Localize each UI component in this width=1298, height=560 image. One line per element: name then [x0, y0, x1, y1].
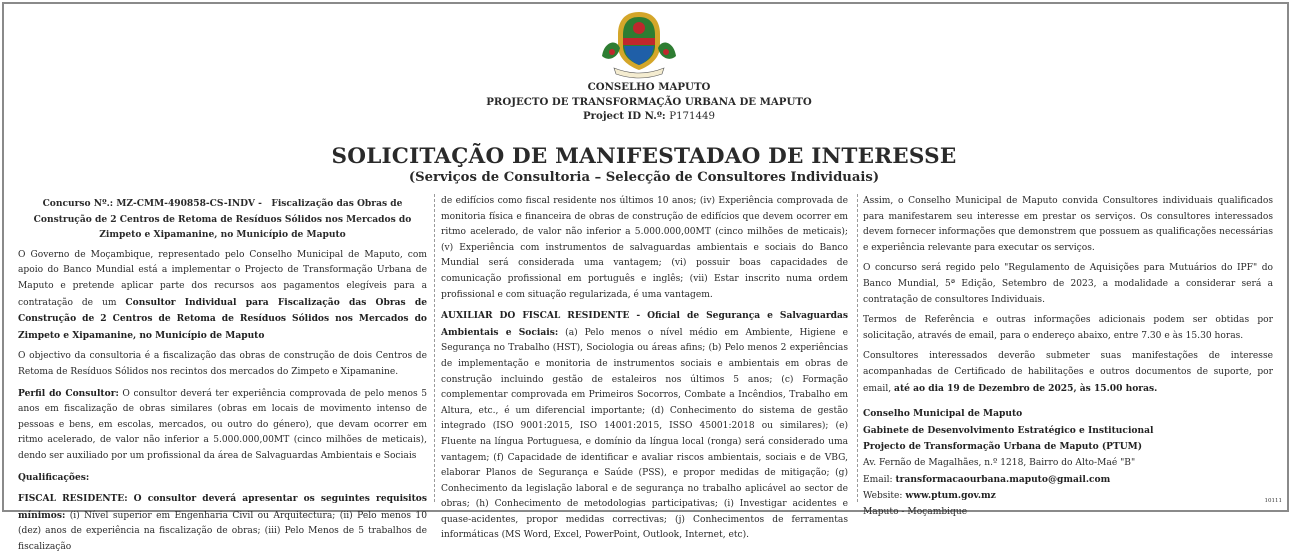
column-1	[18, 196, 427, 560]
website-label: Website:	[863, 491, 903, 502]
regulation-paragraph: O concurso será regido pelo "Regulamento de Aquisições para Mutuários do IPF" do Banco Mundial, 5ª Edição, Setembro de 2023, a modalidade a considerar será a contratação de consultores Individuais.	[863, 263, 1273, 305]
ad-code: 10111	[1264, 498, 1282, 504]
project-id	[0, 109, 1298, 124]
page-subtitle: (Serviços de Consultoria – Selecção de Consultores Individuais)	[408, 170, 880, 185]
contact-address: Av. Fernão de Magalhães, n.º 1218, Bairro do Alto-Maé "B"	[863, 457, 1136, 468]
invitation-paragraph: Assim, o Conselho Municipal de Maputo convida Consultores individuais qualificados para manifestarem seu interesse em prestar os serviços. Os consultores interessados devem fornecer informações que demonstrem que possuem as qualificações necessárias e experiência relevante para executar os serviços.	[863, 196, 1273, 253]
profile-paragraph	[18, 386, 427, 465]
concurso-number: Concurso Nº.: MZ-CMM-490858-CS-INDV -	[42, 198, 262, 209]
website-link[interactable]: www.ptum.gov.mz	[905, 490, 996, 502]
submission-text: Consultores interessados deverão submeter suas manifestações de interesse acompanhadas de Certificado de habilitações e outros documentos de suporte, por email,	[863, 351, 1273, 394]
intro-bold: Consultor Individual para Fiscalização das Obras de Construção de 2 Centros de Retoma de Resíduos Sólidos nos Mercados do Zimpeto e Xipamanine, no Município de Maputo	[18, 296, 427, 341]
submission-paragraph	[863, 349, 1273, 397]
column-2	[441, 194, 848, 549]
contact-org: Conselho Municipal de Maputo	[863, 408, 1023, 420]
concurso-heading	[18, 196, 427, 243]
intro-text: O Governo de Moçambique, representado pelo Conselho Municipal de Maputo, com apoio do Banco Mundial está a implementar o Projecto de Transformação Urbana de Maputo e pretende aplicar parte dos recursos aos pagamentos elegíveis para a contratação de um	[18, 249, 427, 308]
fiscal-paragraph	[18, 491, 427, 555]
municipal-emblem-logo	[594, 8, 684, 80]
contact-city: Maputo - Moçambique	[863, 506, 968, 517]
profile-label: Perfil do Consultor:	[18, 387, 119, 399]
fiscal-continued: de edifícios como fiscal residente nos últimos 10 anos; (iv) Experiência comprovada de monitoria física e financeira de obras de construção de edifícios que devem ocorrer em ritmo acelerado, de valor não inferior a 5.000.000,00MT (cinco milhões de meticais); (v) Experiência com instrumentos de salvaguardas ambientais e sociais do Banco Mundial será considerada uma vantagem; (vi) possuir boas capacidades de comunicação profissional em português e inglês; (vii) Estar inscrito numa ordem profissional e com situação regularizada, é uma vantagem.	[441, 196, 848, 300]
project-name: PROJECTO DE TRANSFORMAÇÃO URBANA DE MAPUTO	[486, 96, 812, 108]
email-link[interactable]: transformacaourbana.maputo@gmail.com	[895, 473, 1111, 485]
org-name: CONSELHO MAPUTO	[587, 81, 711, 93]
contact-project: Projecto de Transformação Urbana de Maputo (PTUM)	[863, 441, 1143, 453]
concurso-title: Fiscalização das Obras de Construção de 2 Centros de Retoma de Resíduos Sólidos nos Mercados do Zimpeto e Xipamanine, no Município de Maputo	[33, 198, 412, 241]
project-id-value: P171449	[669, 111, 715, 122]
column-divider	[857, 194, 858, 502]
column-divider	[434, 194, 435, 502]
auxiliar-paragraph	[441, 308, 848, 544]
email-label: Email:	[863, 474, 893, 485]
tor-paragraph: Termos de Referência e outras informações adicionais podem ser obtidas por solicitação, através de email, para o endereço abaixo, entre 7.30 e às 15.30 horas.	[863, 315, 1273, 341]
contact-block	[863, 406, 1273, 520]
project-id-label: Project ID N.º:	[583, 110, 666, 122]
fiscal-text: (i) Nível superior em Engenharia Civil ou Arquitectura; (ii) Pelo menos 10 (dez) anos de experiência na fiscalização de obras; (iii) Pelo Menos de 5 trabalhos de fiscalização	[18, 510, 427, 552]
objective-paragraph: O objectivo da consultoria é a fiscalização das obras de construção de dois Centros de Retoma de Resíduos Sólidos nos recintos dos mercados do Zimpeto e Xipamanine.	[18, 351, 427, 377]
qualifications-heading	[18, 470, 427, 487]
contact-office: Gabinete de Desenvolvimento Estratégico e Institucional	[863, 424, 1154, 436]
intro-paragraph	[18, 248, 427, 345]
page-title: SOLICITAÇÃO DE MANIFESTADAO DE INTERESSE	[331, 144, 957, 169]
auxiliar-text: (a) Pelo menos o nível médio em Ambiente, Higiene e Segurança no Trabalho (HST), Sociologia ou áreas afins; (b) Pelo menos 2 experiências de implementação e monitoria de instrumentos sociais e ambientais em obras de construção incluindo gestão de estaleiros nos últimos 5 anos; (c) Formação complementar comprovada em Primeiros Socorros, Combate a Incêndios, Trabalho em Altura, etc., é um diferencial importante; (d) Conhecimento do sistema de gestão integrado (ISO 9001:2015, ISO 14001:2015, ISSO 45001:2018 ou similares); (e) Fluente na língua Portuguesa, e domínio da língua local (ronga) será considerado uma vantagem; (f) Capacidade de identificar e avaliar riscos ambientais, sociais e de VBG, elaborar Planos de Segurança e Saúde (PSS), e propor medidas de mitigação; (g) Conhecimento da legislação laboral e de segurança no trabalho aplicável ao sector de obras; (h) Conhecimento de metodologias participativas; (i) Investigar acidentes e quase-acidentes, propor medidas correctivas; (j) Conhecimentos de ferramentas informáticas (MS Word, Excel, PowerPoint, Outlook, Internet, etc).	[441, 327, 848, 541]
auxiliar-label: AUXILIAR DO FISCAL RESIDENTE - Oficial de Segurança e Salvaguardas Ambientais e Sociais:	[441, 310, 848, 338]
fiscal-label: FISCAL RESIDENTE: O consultor deverá apresentar os seguintes requisitos mínimos:	[18, 493, 427, 521]
deadline: até ao dia 19 de Dezembro de 2025, às 15.00 horas.	[894, 382, 1158, 394]
column-3	[863, 194, 1273, 520]
qualifications-label: Qualificações:	[18, 471, 90, 483]
profile-text: O consultor deverá ter experiência comprovada de pelo menos 5 anos em fiscalização de obras similares (obras em locais de movimento intenso de pessoas e bens, em escolas, mercados, ou outro do género), que devam ocorrer em ritmo acelerado, de valor não inferior a 5.000.000,00MT (cinco milhões de meticais), dendo ser auxiliado por um profissional da área de Salvaguardas Ambientais e Sociais	[18, 388, 427, 461]
